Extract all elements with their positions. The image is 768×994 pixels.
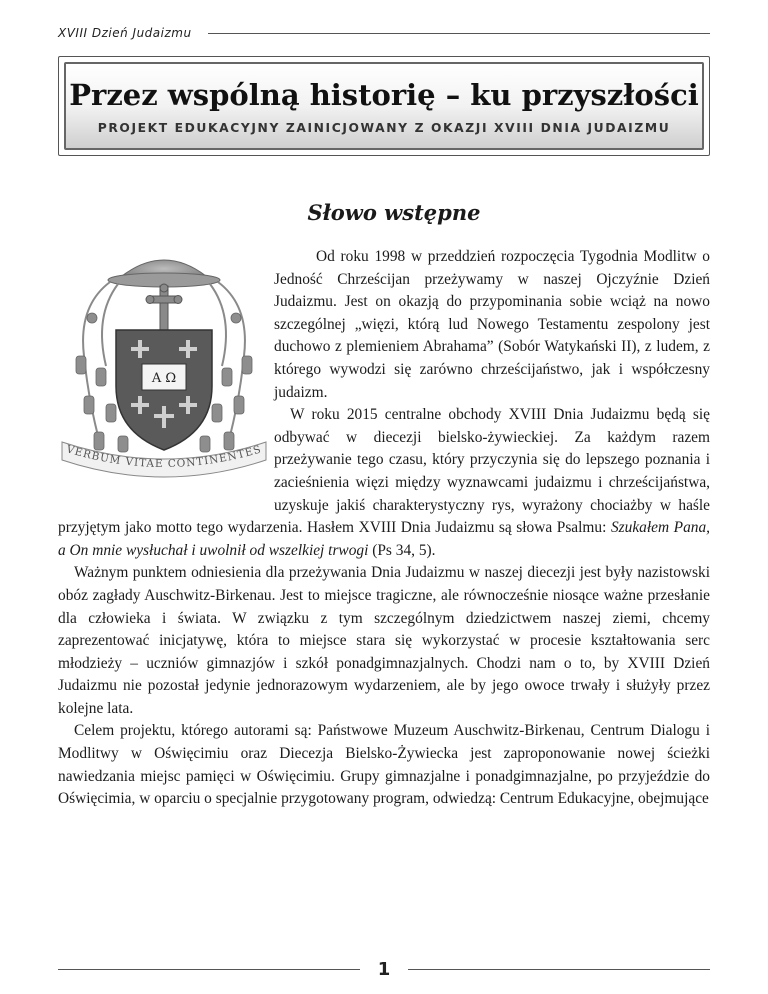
- coat-of-arms-emblem: [58, 246, 270, 516]
- shield-letters: A Ω: [151, 371, 177, 386]
- psalm-reference: (Ps 34, 5).: [368, 541, 436, 559]
- running-head: [58, 22, 710, 44]
- cross-icon: [146, 284, 182, 336]
- motto-text: VERBUM VITAE CONTINENTES: [64, 443, 264, 471]
- shield-icon: [116, 330, 212, 450]
- paragraph-4: Celem projektu, którego autorami są: Państwowe Muzeum Auschwitz-Birkenau, Centrum Dialogu i Modlitwy w Oświęcimiu oraz Diecezja Bielsko-Żywiecka jest zaproponowanie nowej ścieżki nawiedzania miejsc pamięci w Oświęcimiu. Grupy gimnazjalne i ponadgimnazjalne, po przyjeździe do Oświęcimia, w oparciu o specjalnie przygotowany program, odwiedzą: Centrum Edukacyjne, obejmujące: [58, 722, 710, 808]
- section-title: Słowo wstępne: [307, 200, 481, 225]
- running-head-text: XVIII Dzień Judaizmu: [58, 26, 192, 40]
- psalm-quote: Szukałem Pana, a On mnie wysłuchał i uwolnił od wszelkiej trwogi: [58, 519, 711, 559]
- article-body: [58, 246, 710, 811]
- page-title: Przez wspólną historię – ku przyszłości: [69, 78, 699, 112]
- paragraph-1: Od roku 1998 w przeddzień rozpoczęcia Tygodnia Modlitw o Jedność Chrześcijan przeżywamy w naszej Ojczyźnie Dzień Judaizmu. Jest on okazją do przypominania sobie wciąż na nowo szczególnej „więzi, którą lud Nowego Testamentu zespolony jest duchowo z plemieniem Abrahama” (Sobór Watykański II), z ludem, z którego wywodzi się zarówno chrześcijaństwo, jak i współczesny judaizm.: [274, 248, 710, 401]
- page-subtitle: PROJEKT EDUKACYJNY ZAINICJOWANY Z OKAZJI XVIII DNIA JUDAIZMU: [97, 121, 671, 135]
- page-footer: [58, 957, 710, 981]
- title-panel: [64, 62, 704, 150]
- galero-hat-icon: [108, 260, 220, 287]
- paragraph-3: Ważnym punktem odniesienia dla przeżywania Dnia Judaizmu w naszej diecezji jest były nazistowski obóz zagłady Auschwitz-Birkenau. Jest to miejsce tragiczne, ale równocześnie niosące ważne przesłanie dla człowieka i świata. W związku z tym szczególnym dziedzictwem naszej ziemi, chcemy zaprezentować inicjatywę, która to miejsce stara się wykorzystać w procesie kształtowania serc młodzieży – uczniów gimnazjów i szkół ponadgimnazjalnych. Chodzi nam o to, by XVIII Dzień Judaizmu nie pozostał jedynie jednorazowym wydarzeniem, ale by jego owoce trwały i służyły przez kolejne lata.: [58, 564, 710, 717]
- footer-rule-left: [58, 969, 360, 970]
- page-number: 1: [377, 958, 391, 980]
- running-head-rule: [208, 33, 710, 34]
- title-box: [58, 56, 710, 156]
- footer-rule-right: [408, 969, 710, 970]
- paragraph-2-text: W roku 2015 centralne obchody XVIII Dnia Judaizmu będą się odbywać w diecezji bielsko-żywieckiej. Za każdym razem przeżywanie tego czasu, który przyczynia się do lepszego poznania i zacieśnienia więzi między wyznawcami judaizmu i chrześcijaństwa, uzyskuje jakiś charakterystyczny rys, wyrażony chociażby w haśle przyjętym jako motto tego wydarzenia. Hasłem XVIII Dnia Judaizmu są słowa Psalmu:: [58, 406, 710, 537]
